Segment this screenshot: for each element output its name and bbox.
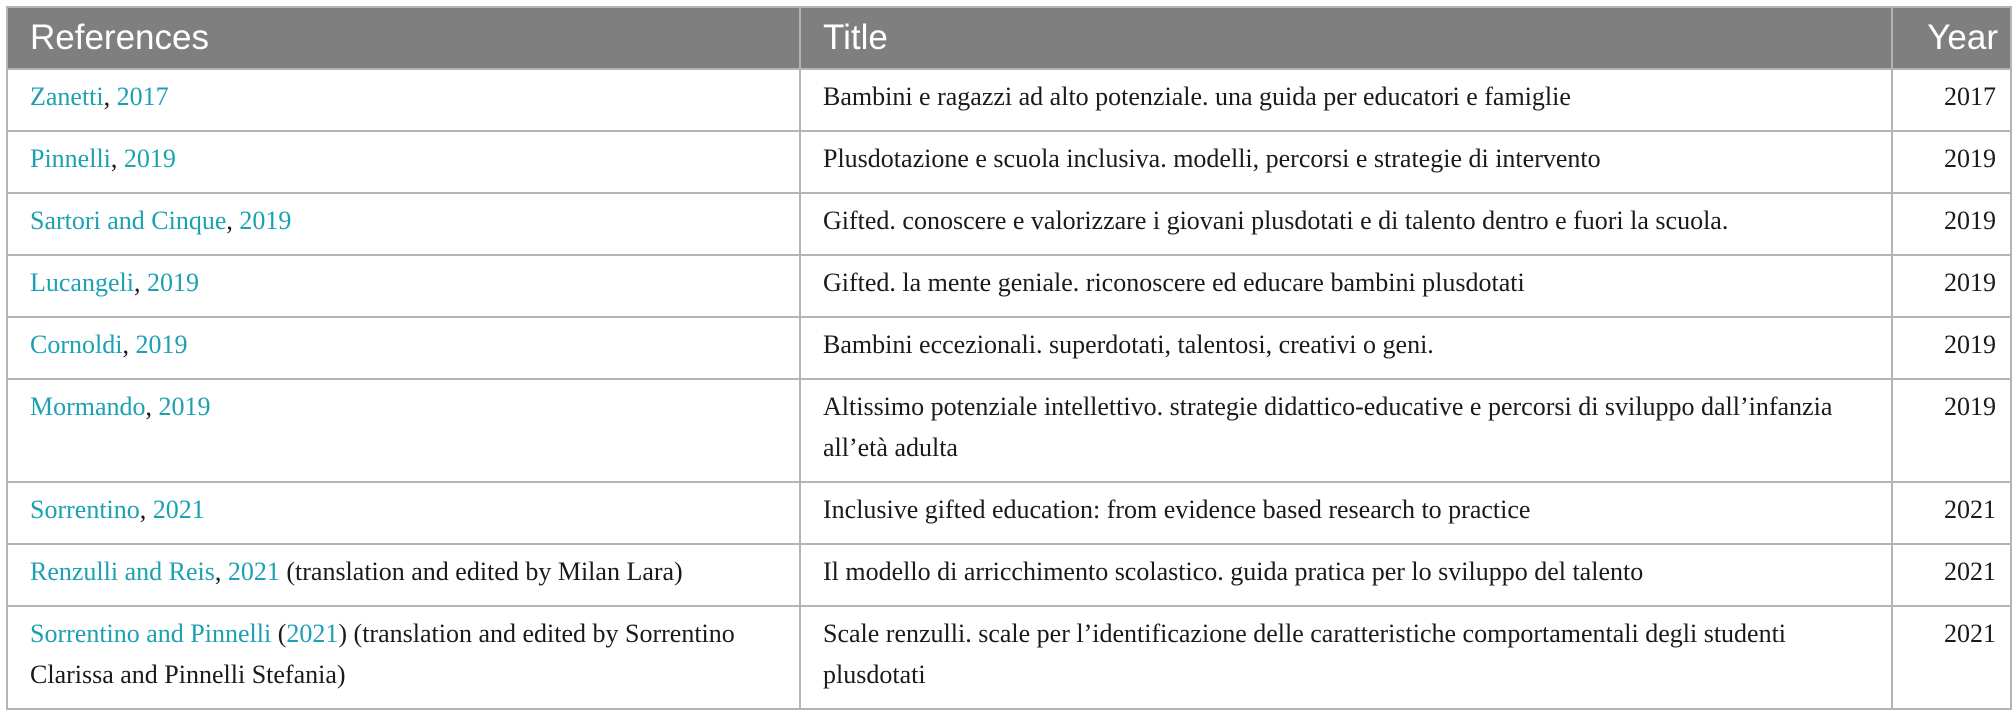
year-cell: 2019 bbox=[1892, 255, 2011, 317]
reference-separator: , bbox=[214, 557, 228, 586]
reference-note: ) (translation and edited by Sorrentino Clarissa and Pinnelli Stefania) bbox=[30, 619, 735, 689]
table-row bbox=[7, 193, 2011, 255]
title-cell: Il modello di arricchimento scolastico. guida pratica per lo sviluppo del talento bbox=[800, 544, 1892, 606]
year-link[interactable]: 2019 bbox=[158, 392, 211, 421]
reference-cell bbox=[7, 255, 800, 317]
title-cell: Bambini e ragazzi ad alto potenziale. una guida per educatori e famiglie bbox=[800, 69, 1892, 131]
year-cell: 2021 bbox=[1892, 482, 2011, 544]
table-row bbox=[7, 544, 2011, 606]
reference-cell bbox=[7, 482, 800, 544]
table-row bbox=[7, 255, 2011, 317]
table-row bbox=[7, 131, 2011, 193]
year-link[interactable]: 2021 bbox=[227, 557, 280, 586]
year-cell: 2017 bbox=[1892, 69, 2011, 131]
reference-separator: , bbox=[122, 330, 136, 359]
author-link[interactable]: Pinnelli bbox=[30, 144, 111, 173]
title-cell: Plusdotazione e scuola inclusiva. modelli, percorsi e strategie di intervento bbox=[800, 131, 1892, 193]
year-cell: 2021 bbox=[1892, 606, 2011, 709]
reference-cell bbox=[7, 379, 800, 482]
reference-separator: , bbox=[133, 268, 147, 297]
reference-cell bbox=[7, 131, 800, 193]
reference-cell bbox=[7, 544, 800, 606]
year-cell: 2019 bbox=[1892, 131, 2011, 193]
year-link[interactable]: 2017 bbox=[116, 82, 169, 111]
references-table-container bbox=[6, 6, 2010, 710]
year-link[interactable]: 2021 bbox=[286, 619, 339, 648]
year-link[interactable]: 2019 bbox=[123, 144, 176, 173]
year-column-header: Year bbox=[1892, 7, 2011, 69]
reference-cell bbox=[7, 317, 800, 379]
reference-cell bbox=[7, 606, 800, 709]
author-link[interactable]: Zanetti bbox=[30, 82, 104, 111]
table-header-row bbox=[7, 7, 2011, 69]
reference-note: (translation and edited by Milan Lara) bbox=[279, 557, 683, 586]
year-link[interactable]: 2019 bbox=[146, 268, 199, 297]
table-row bbox=[7, 317, 2011, 379]
author-link[interactable]: Sorrentino and Pinnelli bbox=[30, 619, 272, 648]
table-row bbox=[7, 606, 2011, 709]
year-cell: 2019 bbox=[1892, 379, 2011, 482]
author-link[interactable]: Mormando bbox=[30, 392, 146, 421]
table-row bbox=[7, 379, 2011, 482]
reference-separator: , bbox=[139, 495, 153, 524]
year-link[interactable]: 2019 bbox=[135, 330, 188, 359]
table-row bbox=[7, 482, 2011, 544]
title-cell: Scale renzulli. scale per l’identificazione delle caratteristiche comportamentali degli studenti plusdotati bbox=[800, 606, 1892, 709]
title-cell: Gifted. la mente geniale. riconoscere ed educare bambini plusdotati bbox=[800, 255, 1892, 317]
reference-cell bbox=[7, 193, 800, 255]
table-row bbox=[7, 69, 2011, 131]
references-column-header: References bbox=[7, 7, 800, 69]
reference-cell bbox=[7, 69, 800, 131]
reference-separator: , bbox=[103, 82, 117, 111]
title-cell: Gifted. conoscere e valorizzare i giovani plusdotati e di talento dentro e fuori la scuola. bbox=[800, 193, 1892, 255]
author-link[interactable]: Cornoldi bbox=[30, 330, 123, 359]
year-cell: 2021 bbox=[1892, 544, 2011, 606]
reference-separator: , bbox=[110, 144, 124, 173]
reference-separator: , bbox=[226, 206, 240, 235]
year-link[interactable]: 2021 bbox=[152, 495, 205, 524]
author-link[interactable]: Renzulli and Reis bbox=[30, 557, 215, 586]
reference-separator: , bbox=[145, 392, 159, 421]
author-link[interactable]: Sartori and Cinque bbox=[30, 206, 227, 235]
title-column-header: Title bbox=[800, 7, 1892, 69]
year-link[interactable]: 2019 bbox=[239, 206, 292, 235]
year-cell: 2019 bbox=[1892, 193, 2011, 255]
title-cell: Bambini eccezionali. superdotati, talentosi, creativi o geni. bbox=[800, 317, 1892, 379]
author-link[interactable]: Lucangeli bbox=[30, 268, 134, 297]
reference-separator: ( bbox=[271, 619, 287, 648]
author-link[interactable]: Sorrentino bbox=[30, 495, 140, 524]
title-cell: Inclusive gifted education: from evidence based research to practice bbox=[800, 482, 1892, 544]
title-cell: Altissimo potenziale intellettivo. strategie didattico-educative e percorsi di sviluppo dall’infanzia all’età adulta bbox=[800, 379, 1892, 482]
references-table bbox=[6, 6, 2012, 710]
year-cell: 2019 bbox=[1892, 317, 2011, 379]
